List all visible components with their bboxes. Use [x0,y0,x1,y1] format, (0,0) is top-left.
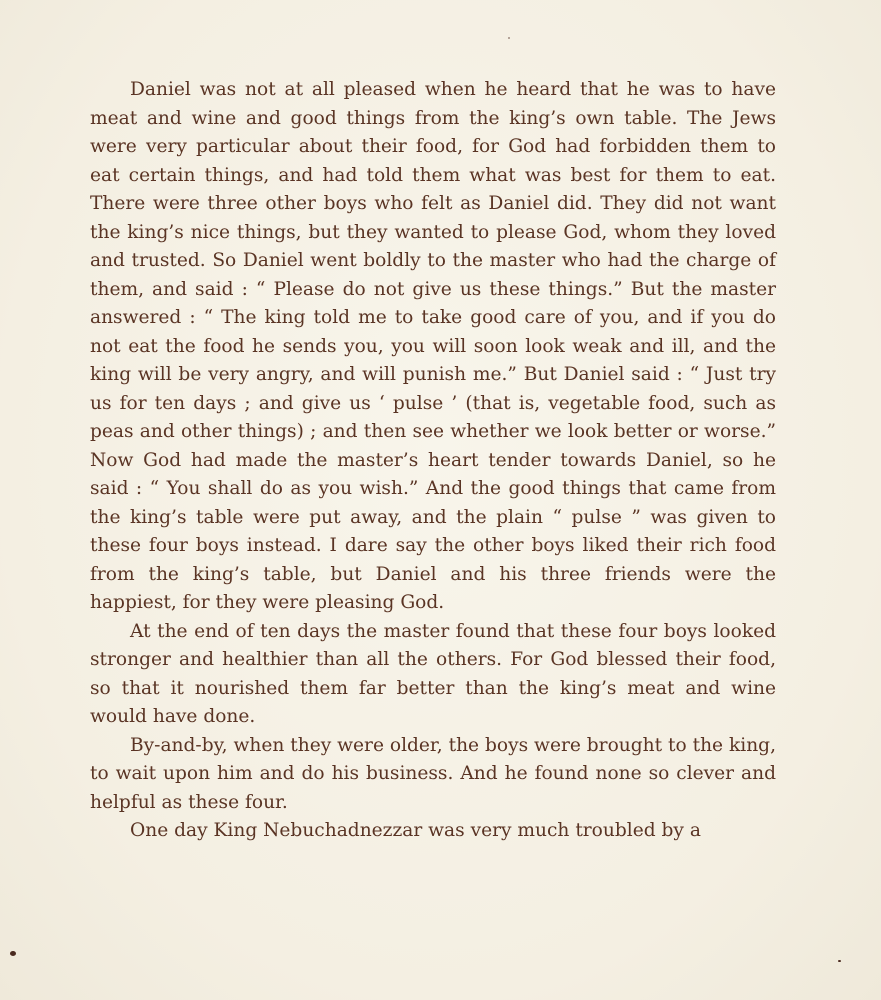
paragraph-3: By-and-by, when they were older, the boys were brought to the king, to wait upon him and do his business. And he found none so clever and helpful as these four. [90,734,776,813]
ink-speck [508,37,510,39]
paragraph-2: At the end of ten days the master found that these four boys looked stronger and healthier than all the others. For God blessed their food, so that it nourished them far better than the king’s meat and wine would have done. [90,620,776,727]
paragraph-1: Daniel was not at all pleased when he heard that he was to have meat and wine and good things from the king’s own table. The Jews were very particular about their food, for God had forbidden them to eat certain things, and had told them what was best for them to eat. There were three other boys who felt as Daniel did. They did not want the king’s nice things, but they wanted to please God, whom they loved and trusted. So Daniel went boldly to the master who had the charge of them, and said : “ Please do not give us these things.” But the master answered : “ The king told me to take good care of you, and if you do not eat the food he sends you, you will soon look weak and ill, and the king will be very angry, and will punish me.” But Daniel said : “ Just try us for ten days ; and give us ‘ pulse ’ (that is, vegetable food, such as peas and other things) ; and then see whether we look better or worse.” Now God had made the master’s heart tender towards Daniel, so he said : “ You shall do as you wish.” And the good things that came from the king’s table were put away, and the plain “ pulse ” was given to these four boys instead. I dare say the other boys liked their rich food from the king’s table, but Daniel and his three friends were the happiest, for they were pleasing God. [90,79,776,613]
ink-speck [10,951,16,956]
paragraph-4: One day King Nebuchadnezzar was very much troubled by a [130,820,701,841]
ink-speck [838,960,841,962]
page-text [90,76,776,846]
